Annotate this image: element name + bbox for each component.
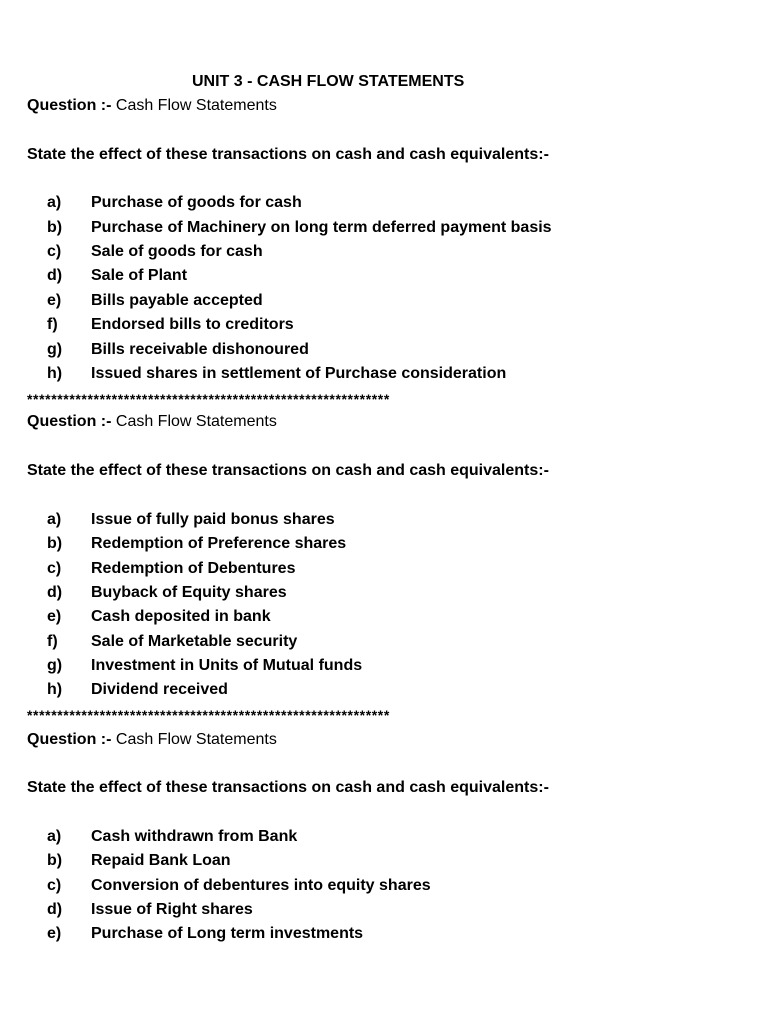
item-letter: g) xyxy=(47,341,63,358)
item-letter: h) xyxy=(47,681,63,698)
separator-line: ************************************************************ xyxy=(27,391,390,407)
item-text: Cash deposited in bank xyxy=(91,608,271,625)
item-text: Purchase of Machinery on long term deferred payment basis xyxy=(91,219,552,236)
item-letter: c) xyxy=(47,877,62,894)
item-letter: e) xyxy=(47,925,62,942)
question-label-rest: Cash Flow Statements xyxy=(111,413,277,430)
question-label-rest: Cash Flow Statements xyxy=(111,97,277,114)
question-3-instruction: State the effect of these transactions on cash and cash equivalents:- xyxy=(27,779,549,796)
separator-line: ************************************************************ xyxy=(27,707,390,723)
item-letter: a) xyxy=(47,194,62,211)
item-letter: d) xyxy=(47,901,63,918)
item-letter: e) xyxy=(47,292,62,309)
item-text: Bills payable accepted xyxy=(91,292,263,309)
item-text: Cash withdrawn from Bank xyxy=(91,828,298,845)
item-text: Repaid Bank Loan xyxy=(91,852,231,869)
item-letter: d) xyxy=(47,584,63,601)
item-text: Conversion of debentures into equity shares xyxy=(91,877,431,894)
item-text: Purchase of goods for cash xyxy=(91,194,302,211)
item-letter: g) xyxy=(47,657,63,674)
question-label-prefix: Question :- xyxy=(27,413,112,430)
item-text: Endorsed bills to creditors xyxy=(91,316,294,333)
page-title: UNIT 3 - CASH FLOW STATEMENTS xyxy=(192,73,465,90)
item-text: Issue of Right shares xyxy=(91,901,253,918)
item-letter: a) xyxy=(47,511,62,528)
item-text: Sale of goods for cash xyxy=(91,243,263,260)
question-1-instruction: State the effect of these transactions on cash and cash equivalents:- xyxy=(27,146,549,163)
item-text: Issued shares in settlement of Purchase consideration xyxy=(91,365,507,382)
question-1-label xyxy=(27,96,277,116)
item-letter: b) xyxy=(47,852,63,869)
item-text: Investment in Units of Mutual funds xyxy=(91,657,363,674)
item-letter: c) xyxy=(47,560,62,577)
item-letter: e) xyxy=(47,608,62,625)
item-text: Sale of Plant xyxy=(91,267,188,284)
item-letter: c) xyxy=(47,243,62,260)
item-letter: a) xyxy=(47,828,62,845)
question-2-label xyxy=(27,412,277,432)
question-3-label xyxy=(27,730,277,750)
item-text: Redemption of Preference shares xyxy=(91,535,347,552)
question-label-prefix: Question :- xyxy=(27,731,112,748)
item-letter: d) xyxy=(47,267,63,284)
item-text: Redemption of Debentures xyxy=(91,560,296,577)
item-text: Dividend received xyxy=(91,681,228,698)
question-label-prefix: Question :- xyxy=(27,97,112,114)
item-letter: f) xyxy=(47,316,58,333)
item-text: Sale of Marketable security xyxy=(91,633,298,650)
question-2-instruction: State the effect of these transactions on cash and cash equivalents:- xyxy=(27,462,549,479)
item-letter: h) xyxy=(47,365,63,382)
item-text: Bills receivable dishonoured xyxy=(91,341,309,358)
question-label-rest: Cash Flow Statements xyxy=(111,731,277,748)
item-text: Buyback of Equity shares xyxy=(91,584,287,601)
item-letter: b) xyxy=(47,219,63,236)
item-letter: b) xyxy=(47,535,63,552)
item-text: Purchase of Long term investments xyxy=(91,925,364,942)
item-text: Issue of fully paid bonus shares xyxy=(91,511,335,528)
item-letter: f) xyxy=(47,633,58,650)
